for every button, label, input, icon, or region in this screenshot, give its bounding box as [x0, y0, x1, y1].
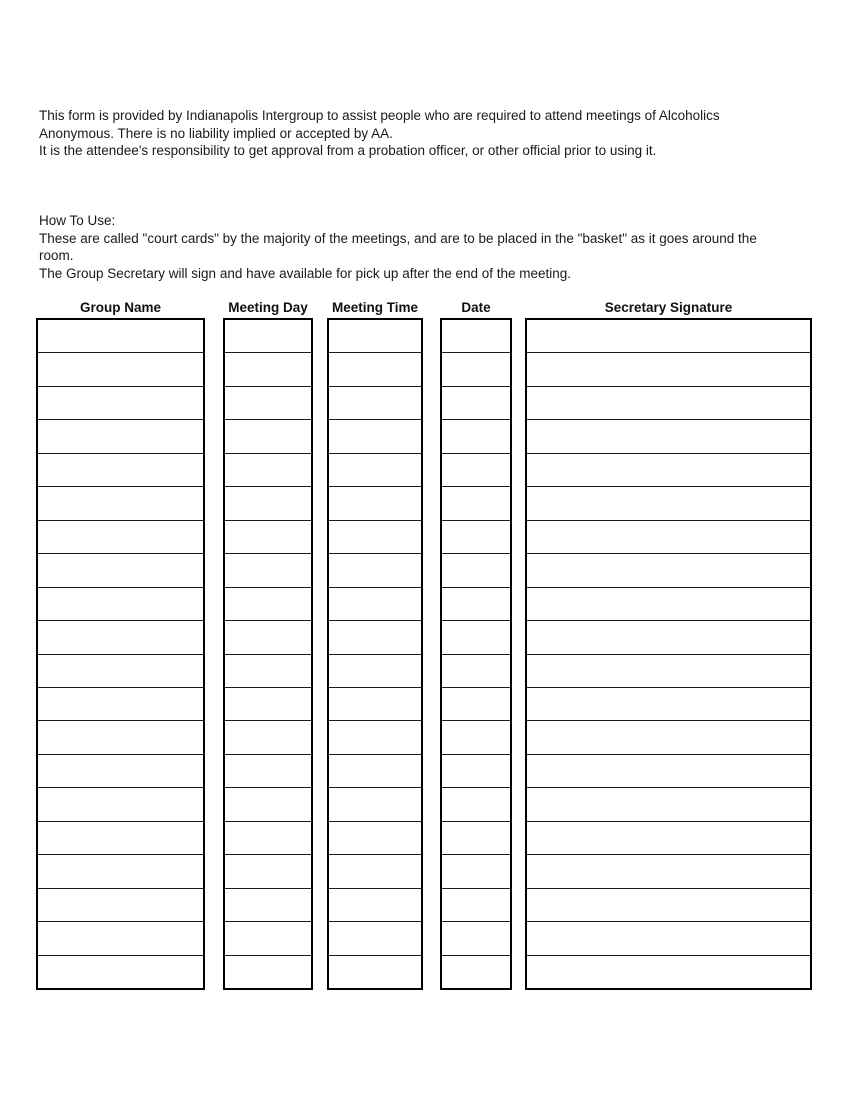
table-cell[interactable]	[38, 687, 203, 720]
table-column-meeting-day	[223, 318, 313, 990]
table-cell[interactable]	[38, 453, 203, 486]
table-column-secretary-signature	[525, 318, 812, 990]
table-cell[interactable]	[225, 687, 311, 720]
table-cell[interactable]	[442, 955, 510, 988]
table-cell[interactable]	[329, 888, 421, 921]
table-cell[interactable]	[38, 854, 203, 887]
table-cell[interactable]	[329, 787, 421, 820]
table-cell[interactable]	[442, 821, 510, 854]
table-cell[interactable]	[442, 687, 510, 720]
table-cell[interactable]	[442, 419, 510, 452]
table-cell[interactable]	[442, 386, 510, 419]
table-cell[interactable]	[329, 854, 421, 887]
table-cell[interactable]	[225, 787, 311, 820]
how-to-use-heading: How To Use:	[39, 213, 116, 228]
table-cell[interactable]	[225, 352, 311, 385]
table-cell[interactable]	[442, 620, 510, 653]
table-cell[interactable]	[38, 620, 203, 653]
table-cell[interactable]	[225, 320, 311, 352]
table-cell[interactable]	[442, 587, 510, 620]
table-column-meeting-time	[327, 318, 423, 990]
table-cell[interactable]	[38, 821, 203, 854]
table-cell[interactable]	[329, 921, 421, 954]
table-cell[interactable]	[225, 955, 311, 988]
table-cell[interactable]	[442, 888, 510, 921]
table-cell[interactable]	[225, 553, 311, 586]
table-cell[interactable]	[329, 821, 421, 854]
table-cell[interactable]	[527, 520, 810, 553]
table-cell[interactable]	[38, 520, 203, 553]
table-cell[interactable]	[225, 921, 311, 954]
table-cell[interactable]	[225, 486, 311, 519]
table-cell[interactable]	[225, 654, 311, 687]
table-cell[interactable]	[329, 955, 421, 988]
table-cell[interactable]	[329, 587, 421, 620]
table-cell[interactable]	[329, 453, 421, 486]
table-cell[interactable]	[527, 587, 810, 620]
table-cell[interactable]	[38, 720, 203, 753]
intro-line: It is the attendee's responsibility to get approval from a probation officer, or other official prior to using it.	[39, 143, 657, 159]
table-cell[interactable]	[442, 486, 510, 519]
table-cell[interactable]	[329, 754, 421, 787]
table-cell[interactable]	[527, 687, 810, 720]
table-cell[interactable]	[329, 520, 421, 553]
table-cell[interactable]	[225, 754, 311, 787]
table-cell[interactable]	[225, 453, 311, 486]
table-cell[interactable]	[527, 486, 810, 519]
table-cell[interactable]	[442, 320, 510, 352]
how-to-use-paragraph	[39, 212, 757, 283]
table-cell[interactable]	[329, 419, 421, 452]
table-cell[interactable]	[527, 921, 810, 954]
table-cell[interactable]	[225, 821, 311, 854]
table-cell[interactable]	[527, 419, 810, 452]
table-cell[interactable]	[225, 854, 311, 887]
table-cell[interactable]	[442, 520, 510, 553]
table-cell[interactable]	[38, 888, 203, 921]
table-cell[interactable]	[225, 520, 311, 553]
table-cell[interactable]	[527, 754, 810, 787]
table-cell[interactable]	[38, 352, 203, 385]
table-cell[interactable]	[527, 854, 810, 887]
table-cell[interactable]	[38, 486, 203, 519]
table-cell[interactable]	[225, 419, 311, 452]
table-cell[interactable]	[38, 787, 203, 820]
table-cell[interactable]	[225, 888, 311, 921]
table-cell[interactable]	[225, 620, 311, 653]
table-cell[interactable]	[38, 320, 203, 352]
table-cell[interactable]	[527, 787, 810, 820]
how-to-use-line: The Group Secretary will sign and have available for pick up after the end of the meeting.	[39, 266, 572, 282]
table-cell[interactable]	[527, 352, 810, 385]
column-header-meeting-time: Meeting Time	[331, 300, 419, 315]
table-cell[interactable]	[329, 620, 421, 653]
table-cell[interactable]	[225, 720, 311, 753]
table-cell[interactable]	[527, 720, 810, 753]
table-cell[interactable]	[527, 620, 810, 653]
table-cell[interactable]	[329, 687, 421, 720]
column-header-meeting-day: Meeting Day	[228, 300, 308, 315]
table-cell[interactable]	[442, 754, 510, 787]
table-column-date	[440, 318, 512, 990]
column-header-secretary-signature: Secretary Signature	[604, 300, 733, 315]
table-cell[interactable]	[527, 888, 810, 921]
table-cell[interactable]	[329, 320, 421, 352]
table-cell[interactable]	[329, 352, 421, 385]
table-cell[interactable]	[329, 654, 421, 687]
table-cell[interactable]	[329, 553, 421, 586]
table-cell[interactable]	[442, 854, 510, 887]
table-cell[interactable]	[527, 453, 810, 486]
how-to-use-line: room.	[39, 248, 74, 264]
table-cell[interactable]	[442, 352, 510, 385]
table-cell[interactable]	[442, 654, 510, 687]
table-cell[interactable]	[38, 654, 203, 687]
table-cell[interactable]	[225, 386, 311, 419]
table-cell[interactable]	[329, 720, 421, 753]
intro-line: This form is provided by Indianapolis Intergroup to assist people who are required to attend meetings of Alcoholics	[39, 108, 720, 123]
table-cell[interactable]	[329, 386, 421, 419]
how-to-use-line: These are called "court cards" by the majority of the meetings, and are to be placed in the "basket" as it goes around the	[39, 230, 757, 246]
column-header-group-name: Group Name	[79, 300, 161, 315]
table-cell[interactable]	[38, 754, 203, 787]
table-cell[interactable]	[527, 955, 810, 988]
table-cell[interactable]	[527, 553, 810, 586]
table-cell[interactable]	[442, 553, 510, 586]
table-cell[interactable]	[442, 453, 510, 486]
table-cell[interactable]	[442, 787, 510, 820]
table-cell[interactable]	[527, 320, 810, 352]
intro-line: Anonymous. There is no liability implied or accepted by AA.	[39, 125, 393, 141]
table-cell[interactable]	[38, 386, 203, 419]
table-cell[interactable]	[527, 821, 810, 854]
table-cell[interactable]	[38, 419, 203, 452]
column-header-date: Date	[461, 300, 491, 315]
table-cell[interactable]	[38, 553, 203, 586]
table-cell[interactable]	[38, 921, 203, 954]
table-cell[interactable]	[38, 955, 203, 988]
table-cell[interactable]	[225, 587, 311, 620]
table-column-group-name	[36, 318, 205, 990]
table-cell[interactable]	[527, 654, 810, 687]
table-cell[interactable]	[527, 386, 810, 419]
intro-paragraph	[39, 107, 720, 160]
table-cell[interactable]	[38, 587, 203, 620]
table-cell[interactable]	[442, 720, 510, 753]
table-cell[interactable]	[329, 486, 421, 519]
table-cell[interactable]	[442, 921, 510, 954]
